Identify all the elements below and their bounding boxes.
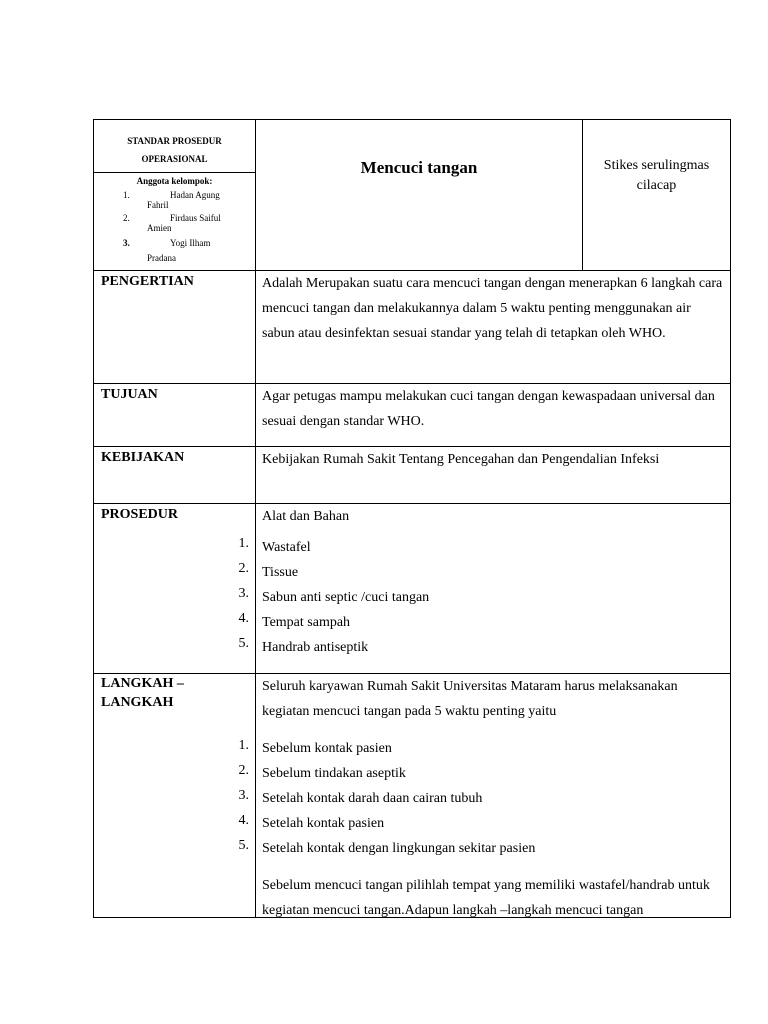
member-item [94, 236, 255, 266]
prosedur-content [256, 504, 730, 673]
list-number: 2. [238, 561, 249, 576]
langkah-label: LANGKAH – LANGKAH [101, 676, 184, 710]
prosedur-label: PROSEDUR [101, 507, 179, 522]
langkah-label-cell [94, 674, 256, 917]
list-number: 1. [238, 738, 249, 753]
list-number: 3. [238, 586, 249, 601]
kebijakan-text: Kebijakan Rumah Sakit Tentang Pencegahan dan Pengendalian Infeksi [262, 452, 660, 467]
kebijakan-label-cell [94, 447, 256, 503]
list-number: 5. [238, 838, 249, 853]
list-item: Tempat sampah [262, 615, 351, 630]
prosedur-list [256, 535, 730, 660]
list-number: 1. [238, 536, 249, 551]
header-row [94, 120, 730, 270]
member-number: 1. [123, 190, 130, 200]
list-item: Setelah kontak dengan lingkungan sekitar pasien [262, 841, 536, 856]
langkah-outro: Sebelum mencuci tangan pilihlah tempat yang memiliki wastafel/handrab untuk kegiatan mencuci tangan.Adapun langkah –langkah mencuci tangan [262, 878, 710, 918]
prosedur-row [94, 503, 730, 673]
member-item [94, 213, 255, 233]
list-item: Sebelum kontak pasien [262, 741, 392, 756]
members-list [94, 190, 255, 266]
list-item: Handrab antiseptik [262, 640, 369, 655]
pengertian-row [94, 270, 730, 383]
member-name: Hadan Agung Fahril [147, 190, 220, 210]
list-number: 4. [238, 611, 249, 626]
list-item: Tissue [262, 565, 299, 580]
list-item: Setelah kontak darah daan cairan tubuh [262, 791, 483, 806]
tujuan-label: TUJUAN [101, 387, 158, 402]
langkah-intro: Seluruh karyawan Rumah Sakit Universitas Mataram harus melaksanakan kegiatan mencuci tangan pada 5 waktu penting yaitu [262, 679, 678, 719]
prosedur-heading: Alat dan Bahan [262, 509, 350, 524]
pengertian-label: PENGERTIAN [101, 274, 194, 289]
sop-table [93, 119, 731, 918]
list-number: 4. [238, 813, 249, 828]
document-title: Mencuci tangan [360, 158, 478, 177]
member-number: 2. [123, 213, 130, 223]
member-number: 3. [123, 238, 130, 248]
langkah-list [256, 736, 730, 861]
kebijakan-row [94, 446, 730, 503]
tujuan-row [94, 383, 730, 446]
pengertian-text: Adalah Merupakan suatu cara mencuci tangan dengan menerapkan 6 langkah cara mencuci tangan dan melakukannya dalam 5 waktu penting menggunakan air sabun atau desinfektan sesuai standar yang telah di tetapkan oleh WHO. [262, 276, 723, 341]
member-name: Yogi Ilham Pradana [147, 238, 211, 263]
langkah-numbers [239, 733, 250, 858]
sop-label: STANDAR PROSEDUR OPERASIONAL [127, 136, 222, 164]
langkah-content [256, 674, 730, 917]
list-number: 3. [238, 788, 249, 803]
kebijakan-label: KEBIJAKAN [101, 450, 185, 465]
list-item: Setelah kontak pasien [262, 816, 385, 831]
sop-info-cell [94, 120, 256, 270]
tujuan-text: Agar petugas mampu melakukan cuci tangan dengan kewaspadaan universal dan sesuai dengan standar WHO. [262, 389, 715, 429]
member-item [94, 190, 255, 210]
title-cell [256, 120, 583, 270]
prosedur-label-cell [94, 504, 256, 673]
langkah-row [94, 673, 730, 917]
list-item: Sebelum tindakan aseptik [262, 766, 406, 781]
tujuan-label-cell [94, 384, 256, 446]
pengertian-label-cell [94, 271, 256, 383]
member-name: Firdaus Saiful Amien [147, 213, 221, 233]
prosedur-numbers [239, 531, 250, 656]
members-label: Anggota kelompok: [136, 176, 213, 186]
list-number: 2. [238, 763, 249, 778]
list-number: 5. [238, 636, 249, 651]
list-item: Sabun anti septic /cuci tangan [262, 590, 430, 605]
list-item: Wastafel [262, 540, 311, 555]
institution-name: Stikes serulingmas cilacap [603, 158, 710, 193]
members-box [94, 172, 255, 266]
